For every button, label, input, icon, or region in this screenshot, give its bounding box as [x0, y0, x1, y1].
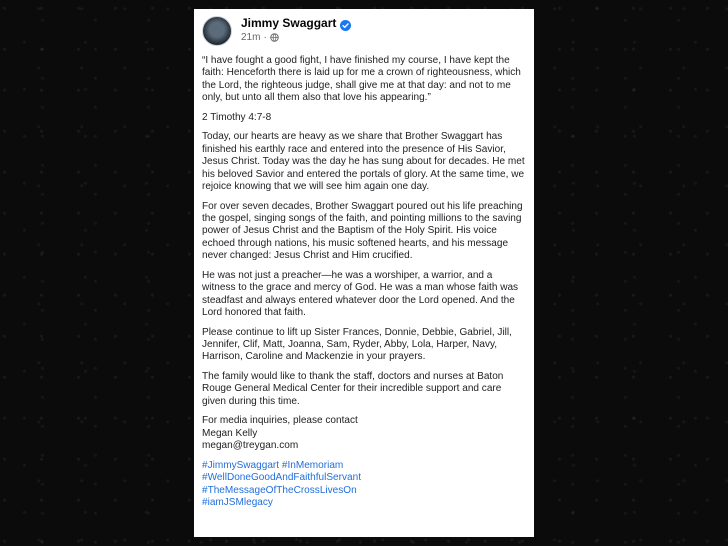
post-header	[202, 15, 525, 51]
globe-icon[interactable]	[270, 33, 279, 42]
hashtag-link[interactable]: #JimmySwaggart	[202, 459, 280, 471]
post-paragraph-character: He was not just a preacher—he was a worshiper, a warrior, and a witness to the grace and mercy of God. He was a man whose faith was steadfast and always entered whatever door the Lord opened. And the Lord honored that faith.	[202, 269, 519, 319]
post-paragraph-verse-ref: 2 Timothy 4:7-8	[202, 111, 272, 123]
post-paragraph-thanks: The family would like to thank the staff, doctors and nurses at Baton Rouge General Medical Center for their incredible support and care given during this time.	[202, 371, 504, 407]
post-paragraph-ministry: For over seven decades, Brother Swaggart poured out his life preaching the gospel, singing songs of the faith, and pointing millions to the saving power of Jesus Christ and the Baptism of the Holy Spirit. His voice echoed through nations, his music softened hearts, and his message never changed: Jesus Christ and Him crucified.	[202, 200, 523, 262]
contact-email: megan@treygan.com	[202, 440, 299, 452]
hashtag-link[interactable]: #InMemoriam	[281, 459, 344, 471]
hashtag-line-1	[202, 460, 525, 472]
hashtag-block	[202, 460, 525, 510]
author-block	[241, 15, 351, 43]
post-paragraph-announcement: Today, our hearts are heavy as we share that Brother Swaggart has finished his earthly race and entered into the presence of His Savior, Jesus Christ. Today was the day he has sung about for decades. He met his beloved Savior and entered the portals of glory. At the same time, we rejoice knowing that we will see him again one day.	[202, 131, 525, 193]
contact-name: Megan Kelly	[202, 427, 258, 439]
post-meta	[241, 32, 351, 43]
post-contact-block	[202, 415, 525, 452]
author-row	[241, 15, 351, 31]
post-paragraph-quote: “I have fought a good fight, I have finished my course, I have kept the faith: Henceforth there is laid up for me a crown of righteousness, which the Lord, the righteous judge, shall give me at that day: and not to me only, but unto all them also that love his appearing.”	[202, 55, 521, 104]
post-body	[202, 55, 525, 510]
author-name[interactable]: Jimmy Swaggart	[241, 16, 337, 30]
avatar[interactable]	[202, 16, 232, 46]
facebook-post-card	[194, 9, 534, 537]
post-paragraph-prayers: Please continue to lift up Sister Frances, Donnie, Debbie, Gabriel, Jill, Jennifer, Clif, Matt, Joanna, Sam, Ryder, Abby, Lola, Harper, Navy, Harrison, Caroline and Mackenzie in your prayers.	[202, 326, 512, 363]
hashtag-link[interactable]: #WellDoneGoodAndFaithfulServant	[202, 472, 361, 484]
verified-badge-icon	[340, 18, 351, 29]
meta-separator: ·	[263, 32, 267, 43]
hashtag-link[interactable]: #iamJSMlegacy	[202, 497, 273, 509]
hashtag-link[interactable]: #TheMessageOfTheCrossLivesOn	[202, 484, 357, 496]
contact-intro: For media inquiries, please contact	[202, 415, 358, 427]
post-timestamp[interactable]: 21m	[241, 32, 261, 43]
